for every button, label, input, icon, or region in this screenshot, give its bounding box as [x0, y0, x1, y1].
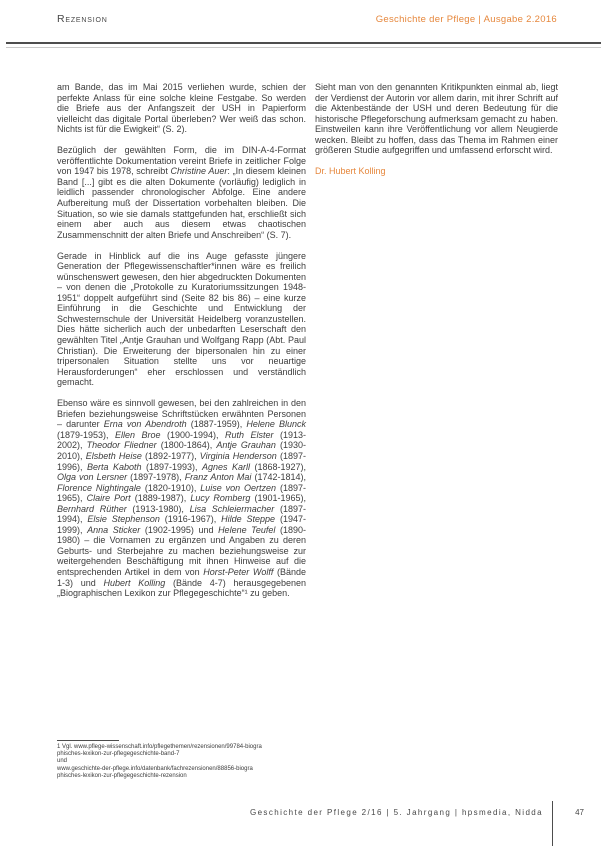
page-number: 47: [575, 808, 584, 817]
footnote-divider: [57, 740, 119, 741]
header-divider: [6, 42, 601, 48]
footnote-text: 1 Vgl. www.pflege-wissenschaft.info/pflegethemen/rezensionen/99784-biogra phisches-lexikon-zur-pflegegeschichte-band-7 und www.geschichte-der-pflege.info/datenbank/fachrezensionen/88856-biogra phisches-lexikon-zur-pflegegeschichte-rezension: [57, 744, 262, 779]
left-column: [57, 82, 306, 609]
paragraph: Bezüglich der gewählten Form, die im DIN-A-4-Format veröffentlichte Dokumentation vereint Briefe in zeitlicher Folge von 1947 bis 1978, schreibt Christine Auer: „In diesem kleinen Band [...] gibt es die alten Dokumente (vorläufig) lediglich in leidlich passender chronologischer Abfolge. Eine andere Aufbereitung muß der Dissertation vorbehalten bleiben. Die Situation, so wie sie damals stattgefunden hat, erschließt sich einem aber auch aus diesem etwas chaotischen Zusammenschnitt der alten Briefe und Anschreiben“ (S. 7).: [57, 145, 307, 240]
section-label: Rezension: [57, 13, 108, 25]
author-signature: Dr. Hubert Kolling: [315, 166, 386, 177]
footer-imprint: Geschichte der Pflege 2/16 | 5. Jahrgang | hpsmedia, Nidda: [249, 808, 543, 817]
right-column: [315, 82, 558, 177]
paragraph: am Bande, das im Mai 2015 verliehen wurde, schien der perfekte Anlass für eine solche kleine Festgabe. So werden die Briefe aus der Anfangszeit der USH in Papierform vielleicht das digitale Portal überleben? Wer weiß das schon. Nichts ist für die Ewigkeit“ (S. 2).: [57, 82, 306, 135]
paragraph: Gerade in Hinblick auf die ins Auge gefasste jüngere Generation der Pflegewissenschaftler*innen wäre es freilich wünschenswert gewesen, den hier abgedruckten Dokumenten – von denen die „Protokolle zu Kuratoriumssitzungen 1948-1951“ doppelt aufgeführt sind (Seite 82 bis 86) – eine kurze Einführung in die Geschichte und Entwicklung der Schwesternschule der Universität Heidelberg voranzustellen. Dies hätte sicherlich auch der unbedarften Leserschaft den gewählten Titel „Antje Grauhan und Wolfgang Rapp (Abt. Paul Christian). Die Erweiterung der bipersonalen hin zu einer tripersonalen Situation stellte uns vor neuartige Herausforderungen“ eher erschlossen und verständlich gemacht.: [57, 250, 306, 388]
article-body: [57, 82, 558, 609]
footnote: [57, 740, 307, 780]
footer-divider-line: [552, 801, 553, 846]
journal-title: Geschichte der Pflege | Ausgabe 2.2016: [375, 14, 557, 25]
paragraph: Ebenso wäre es sinnvoll gewesen, bei den zahlreichen in den Briefen beziehungsweise Schriftstücken erwähnten Personen – darunter Erna von Abendroth (1887-1959), Helene Blunck (1879-1953), Ellen Broe (1900-1994), Ruth Elster (1913-2002), Theodor Fliedner (1800-1864), Antje Grauhan (1930-2010), Elsbeth Heise (1892-1977), Virginia Henderson (1897-1996), Berta Kaboth (1897-1993), Agnes Karll (1868-1927), Olga von Lersner (1897-1978), Franz Anton Mai (1742-1814), Florence Nightingale (1820-1910), Luise von Oertzen (1897-1965), Claire Port (1889-1987), Lucy Romberg (1901-1965), Bernhard Rüther (1913-1980), Lisa Schleiermacher (1897-1994), Elsie Stephenson (1916-1967), Hilde Steppe (1947-1999), Anna Sticker (1902-1995) und Helene Teufel (1890-1980) – die Vornamen zu ergänzen und Angaben zu deren Geburts- und Sterbejahre zu machen beziehungsweise zur weitergehenden Beschäftigung mit ihnen Hinweise auf die entsprechenden Artikel in dem von Horst-Peter Wolff (Bände 1-3) und Hubert Kolling (Bände 4-7) herausgegebenen „Biographischen Lexikon zur Pflegegeschichte“¹ zu geben.: [57, 398, 306, 599]
paragraph: Sieht man von den genannten Kritikpunkten einmal ab, liegt der Verdienst der Autorin vor allem darin, mit ihrer Schrift auf die Aktenbestände der USH und deren Bedeutung für die historische Pflegeforschung aufmerksam gemacht zu haben. Einstweilen kann ihre Veröffentlichung vor allem Neugierde wecken. Bleibt zu hoffen, dass das Thema im Rahmen einer größeren Studie aufgegriffen und umfassend erforscht wird.: [315, 82, 558, 156]
